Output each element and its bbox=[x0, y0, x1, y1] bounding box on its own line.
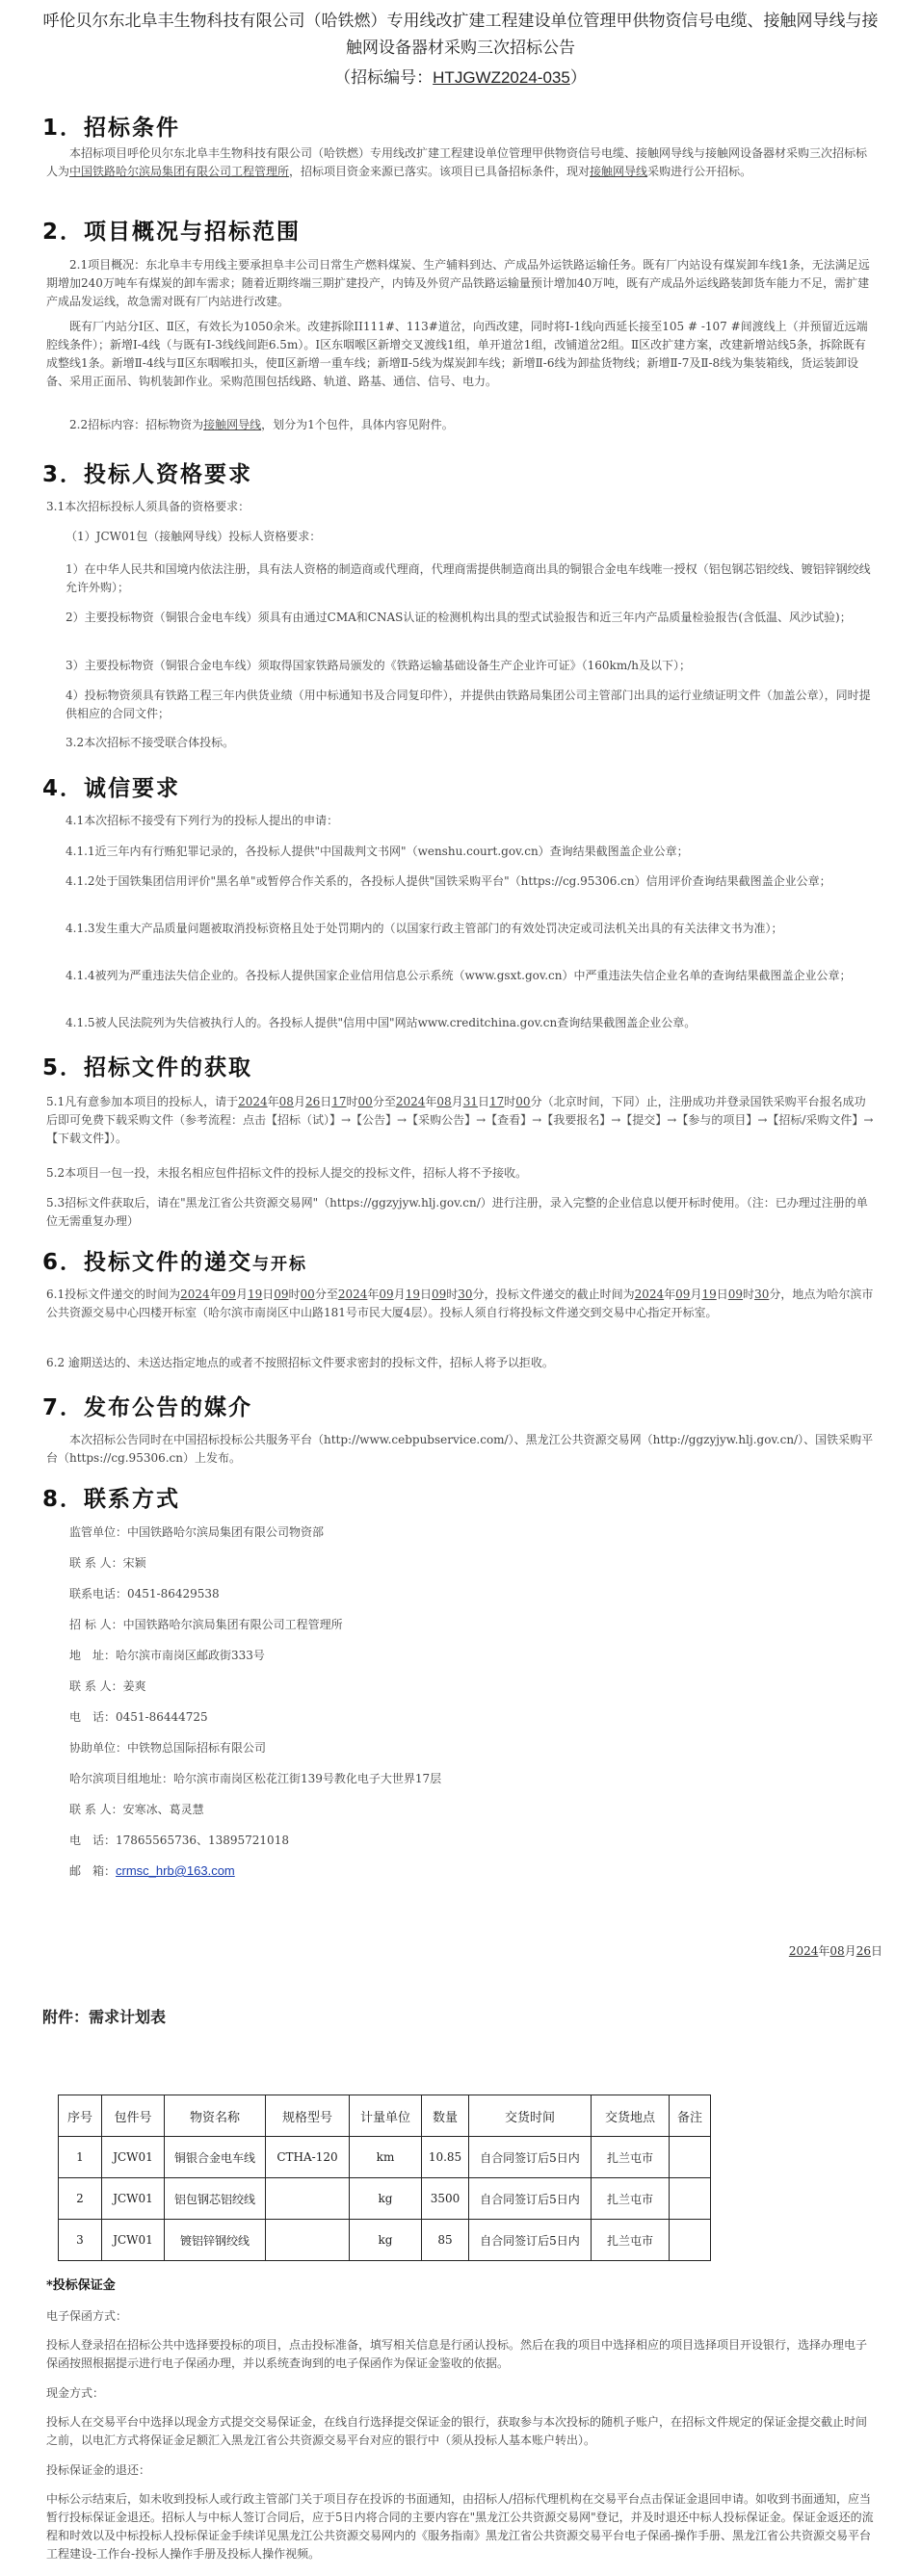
deposit-r-text: 中标公示结束后，如未收到投标人或行政主管部门关于项目存在投诉的书面通知，由招标人/招标代理机构在交易平台点击保证金退回申请。如收到书面通知，应当暂行投标保证金退还。招标人与中标人签订合同后，应于5日内将合同的主要内容在"黑龙江公共资源交易网"登记，并及时退还中标人投标保证金。保证金返还的流程和时效以及中标投标人投标保证金手续详见黑龙江公共资源交易网内的《服务指南》黑龙江省公共资源交易平台电子保函-操作手册、黑龙江省公共资源交易平台工程建设-工作台-投标人操作手册及投标人操作视频。 bbox=[46, 2492, 874, 2561]
requirement-table bbox=[58, 2095, 711, 2261]
table-row bbox=[59, 2220, 711, 2261]
contact-assist-person: 联 系 人：安寒冰、葛灵慧 bbox=[69, 1803, 204, 1816]
col-header: 交货地点 bbox=[592, 2095, 670, 2137]
section-1-text-b: ，招标项目资金来源已落实。该项目已具备招标条件，现对 bbox=[289, 165, 591, 178]
acq-start-day: 26 bbox=[304, 1095, 321, 1108]
table-cell: CTHA-120 bbox=[266, 2137, 350, 2178]
integrity-item-2: 4.1.2处于国铁集团信用评价"黑名单"或暂停合作关系的，各投标人提供"国铁采购平台"（https://cg.95306.cn）信用评价查询结果截图盖企业公章； bbox=[66, 874, 831, 888]
col-header: 序号 bbox=[59, 2095, 102, 2137]
table-cell: 自合同签订后5日内 bbox=[469, 2178, 592, 2220]
deposit-c-text: 投标人在交易平台中选择以现金方式提交交易保证金，在线自行选择提交保证金的银行，获取参与本次投标的随机子账户，在招标文件规定的保证金提交截止时间之前，以电汇方式将保证金足额汇入黑龙江省公共资源交易平台对应的银行中（须从投标人基本账户转出）。 bbox=[46, 2415, 868, 2447]
integrity-item-3: 4.1.3发生重大产品质量问题被取消投标资格且处于处罚期内的（以国家行政主管部门的有效处罚决定或司法机关出具的有关法律文书为准）； bbox=[66, 922, 783, 935]
bid-number-line bbox=[0, 64, 921, 88]
section-1-text-c: 采购进行公开招标。 bbox=[647, 165, 752, 178]
table-cell: km bbox=[350, 2137, 422, 2178]
section-2-content-b: ，划分为1个包件，具体内容见附件。 bbox=[261, 418, 454, 431]
integrity-item-1: 4.1.1近三年内有行贿犯罪记录的，各投标人提供"中国裁判文书网"（wenshu.court.gov.cn）查询结果截图盖企业公章； bbox=[66, 845, 689, 858]
table-cell bbox=[266, 2220, 350, 2261]
deadline-year: 2024 bbox=[634, 1288, 665, 1301]
page-title: 呼伦贝尔东北阜丰生物科技有限公司（哈铁燃）专用线改扩建工程建设单位管理甲供物资信号电缆、接触网导线与接触网设备器材采购三次招标公告 bbox=[42, 12, 879, 58]
col-header: 交货时间 bbox=[469, 2095, 592, 2137]
acq-end-month: 08 bbox=[436, 1095, 452, 1108]
sub-start-year: 2024 bbox=[180, 1288, 210, 1301]
col-header: 物资名称 bbox=[165, 2095, 266, 2137]
deposit-e-title: 电子保函方式： bbox=[46, 2309, 128, 2323]
table-cell: 85 bbox=[422, 2220, 469, 2261]
section-1-text bbox=[46, 144, 875, 181]
section-7-heading: 7．发布公告的媒介 bbox=[42, 1395, 253, 1420]
table-row bbox=[59, 2178, 711, 2220]
submission-time: 6.1投标文件递交的时间为2024年09月19日09时00分至2024年09月19日09时30分，投标文件递交的截止时间为2024年09月19日09时30分，地点为哈尔滨市公共资源交易中心四楼开标室（哈尔滨市南岗区中山路181号市民大厦4层）。投标人须自行将投标文件递交到交易中心指定开标室。 bbox=[46, 1288, 874, 1319]
table-cell: 2 bbox=[59, 2178, 102, 2220]
sub-text-a: 6.1投标文件递交的时间为 bbox=[46, 1288, 181, 1301]
contact-tenderer-person: 联 系 人：姜爽 bbox=[69, 1679, 146, 1693]
qual-item-2: 2）主要投标物资（铜银合金电车线）须具有由通过CMA和CNAS认证的检测机构出具的型式试验报告和近三年内产品质量检验报告(含低温、风沙试验)； bbox=[66, 611, 852, 624]
bid-number-prefix: （招标编号： bbox=[334, 68, 434, 88]
tenderer-name: 中国铁路哈尔滨局集团有限公司工程管理所 bbox=[69, 165, 290, 178]
table-cell: kg bbox=[350, 2220, 422, 2261]
table-cell bbox=[266, 2178, 350, 2220]
sub-end-day: 19 bbox=[405, 1288, 420, 1301]
table-cell: 铝包钢芯铝绞线 bbox=[165, 2178, 266, 2220]
table-cell: 扎兰屯市 bbox=[592, 2137, 670, 2178]
qual-no-consortium: 3.2本次招标不接受联合体投标。 bbox=[66, 736, 235, 749]
media-text: 本次招标公告同时在中国招标投标公共服务平台（http://www.cebpubservice.com/）、黑龙江公共资源交易网（http://ggzyjyw.hlj.gov.cn/）、国铁采购平台（https://cg.95306.cn）上发布。 bbox=[46, 1433, 874, 1465]
table-row bbox=[59, 2137, 711, 2178]
acq-text-b: （北京时间，下同）止，注册成功并登录国铁采购平台报名成功后即可免费下载采购文件（参考流程：点击【招标（试）】→【公告】→【采购公告】→【查看】→【我要报名】→【提交】→【参与的项目】→【招标/采购文件】→【下载文件】）。 bbox=[46, 1095, 874, 1145]
submission-rejection: 6.2 逾期送达的、未送达指定地点的或者不按照招标文件要求密封的投标文件，招标人将予以拒收。 bbox=[46, 1356, 554, 1369]
qual-item-4: 4）投标物资须具有铁路工程三年内供货业绩（用中标通知书及合同复印件），并提供由铁路局集团公司主管部门出具的运行业绩证明文件（加盖公章），同时提供相应的合同文件； bbox=[66, 689, 871, 720]
bid-number: HTJGWZ2024-035 bbox=[433, 68, 570, 87]
col-header: 计量单位 bbox=[350, 2095, 422, 2137]
acq-end-minute: 00 bbox=[515, 1095, 531, 1108]
section-2-item: 接触网导线 bbox=[203, 418, 262, 431]
section-2-detail: 既有厂内站分Ⅰ区、Ⅱ区，有效长为1050余米。改建拆除II111#、113#道岔，向西改建，同时将Ⅰ-1线向西延长接至105 # -107 #间渡线上（并预留近远端腔线条件）；新增Ⅰ-4线（与既有Ⅰ-3线线间距6.5m）。Ⅰ区东咽喉区新增交叉渡线1组，单开道岔1组，改铺道岔2组。Ⅱ区改扩建方案，改建新增站线5条，拆除既有成整线1条。新增Ⅱ-4线与Ⅱ区东咽喉扣头，使Ⅱ区新增一重车线；新增Ⅱ-5线为煤炭卸车线；新增Ⅱ-6线为卸盐货物线；新增Ⅱ-7及Ⅱ-8线为集装箱线，货运装卸设备、采用正面吊、钩机装卸作业。采购范围包括线路、轨道、路基、通信、信号、电力。 bbox=[46, 320, 868, 388]
contact-supervisor: 监管单位：中国铁路哈尔滨局集团有限公司物资部 bbox=[69, 1525, 325, 1539]
acq-end-day: 31 bbox=[462, 1095, 478, 1108]
qual-item-1: 1）在中华人民共和国境内依法注册，具有法人资格的制造商或代理商，代理商需提供制造商出具的铜银合金电车线唯一授权（铝包钢芯铝绞线、镀铝锌钢绞线允许外购）； bbox=[66, 562, 871, 594]
table-cell: 铜银合金电车线 bbox=[165, 2137, 266, 2178]
table-cell: 1 bbox=[59, 2137, 102, 2178]
col-header: 数量 bbox=[422, 2095, 469, 2137]
table-cell: kg bbox=[350, 2178, 422, 2220]
qual-intro: 3.1本次招标投标人须具备的资格要求： bbox=[46, 500, 250, 513]
table-cell: 10.85 bbox=[422, 2137, 469, 2178]
col-header: 规格型号 bbox=[266, 2095, 350, 2137]
sub-end-year: 2024 bbox=[337, 1288, 368, 1301]
qual-package: （1）JCW01包（接触网导线）投标人资格要求： bbox=[66, 530, 322, 543]
section-5-heading: 5．招标文件的获取 bbox=[42, 1055, 253, 1080]
bid-number-suffix: ） bbox=[569, 68, 587, 88]
email-link[interactable]: crmsc_hrb@163.com bbox=[116, 1863, 235, 1878]
contact-assist-phone: 电 话：17865565736、13895721018 bbox=[69, 1834, 289, 1847]
acq-end-hour: 17 bbox=[489, 1095, 505, 1108]
section-6-heading-b: 与开标 bbox=[252, 1255, 308, 1274]
contact-supervisor-phone: 联系电话：0451-86429538 bbox=[69, 1587, 220, 1600]
col-header: 备注 bbox=[670, 2095, 711, 2137]
deposit-e-text: 投标人登录招在招标公共中选择要投标的项目，点击投标准备，填写相关信息是行函认投标。然后在我的项目中选择相应的项目选择项目开设银行，选择办理电子保函按照根据提示进行电子保函办理，并以系统查询到的电子保函作为保证金鉴收的依据。 bbox=[46, 2338, 868, 2370]
table-cell bbox=[670, 2137, 711, 2178]
contact-tenderer: 招 标 人：中国铁路哈尔滨局集团有限公司工程管理所 bbox=[69, 1618, 343, 1631]
table-cell: 自合同签订后5日内 bbox=[469, 2220, 592, 2261]
acq-end-year: 2024 bbox=[395, 1095, 426, 1108]
table-cell: JCW01 bbox=[102, 2220, 165, 2261]
annex-title: 附件：需求计划表 bbox=[42, 2008, 167, 2026]
item-name: 接触网导线 bbox=[590, 165, 648, 178]
table-header-row bbox=[59, 2095, 711, 2137]
table-cell: 扎兰屯市 bbox=[592, 2178, 670, 2220]
sub-start-month: 09 bbox=[221, 1288, 236, 1301]
sub-start-day: 19 bbox=[247, 1288, 263, 1301]
deadline-hour: 09 bbox=[727, 1288, 744, 1301]
integrity-item-4: 4.1.4被列为严重违法失信企业的。各投标人提供国家企业信用信息公示系统（www.gsxt.gov.cn）中严重违法失信企业名单的查询结果截图盖企业公章； bbox=[66, 969, 852, 982]
integrity-intro: 4.1本次招标不接受有下列行为的投标人提出的申请： bbox=[66, 814, 339, 827]
email-label: 邮 箱： bbox=[69, 1864, 117, 1878]
table-cell: JCW01 bbox=[102, 2178, 165, 2220]
announcement-date: 2024年08月26日 bbox=[788, 1944, 882, 1958]
date-day: 26 bbox=[855, 1944, 871, 1958]
section-6-heading-a: 6．投标文件的递交 bbox=[42, 1250, 253, 1275]
contact-assist-address: 哈尔滨项目组地址：哈尔滨市南岗区松花江街139号教化电子大世界17层 bbox=[69, 1772, 442, 1785]
contact-assist-unit: 协助单位：中铁物总国际招标有限公司 bbox=[69, 1741, 267, 1755]
date-year: 2024 bbox=[788, 1944, 819, 1958]
sub-end-minute: 30 bbox=[458, 1288, 473, 1301]
section-3-heading: 3．投标人资格要求 bbox=[42, 462, 253, 487]
section-2-content-a: 2.2招标内容：招标物资为 bbox=[69, 418, 204, 431]
deadline-day: 19 bbox=[701, 1288, 717, 1301]
deposit-r-title: 投标保证金的退还： bbox=[46, 2463, 151, 2477]
section-4-heading: 4．诚信要求 bbox=[42, 776, 181, 801]
sub-start-minute: 00 bbox=[300, 1288, 315, 1301]
table-cell: 扎兰屯市 bbox=[592, 2220, 670, 2261]
table-cell: 自合同签订后5日内 bbox=[469, 2137, 592, 2178]
deposit-title: *投标保证金 bbox=[46, 2278, 116, 2293]
acq-start-year: 2024 bbox=[238, 1095, 268, 1108]
acq-start-minute: 00 bbox=[357, 1095, 373, 1108]
contact-tenderer-address: 地 址：哈尔滨市南岗区邮政街333号 bbox=[69, 1649, 265, 1662]
date-month: 08 bbox=[829, 1944, 845, 1958]
section-2-content bbox=[46, 416, 875, 434]
deadline-minute: 30 bbox=[754, 1288, 770, 1301]
doc-registration: 5.3招标文件获取后，请在"黑龙江省公共资源交易网"（https://ggzyjyw.hlj.gov.cn/）进行注册，录入完整的企业信息以便开标时使用。（注：已办理过注册的单位无需重复办理） bbox=[46, 1196, 868, 1228]
doc-acquisition-time: 5.1凡有意参加本项目的投标人，请于2024年08月26日17时00分至2024年08月31日17时00分（北京时间，下同）止，注册成功并登录国铁采购平台报名成功后即可免费下载采购文件（参考流程：点击【招标（试）】→【公告】→【采购公告】→【查看】→【我要报名】→【提交】→【参与的项目】→【招标/采购文件】→【下载文件】）。 bbox=[46, 1095, 874, 1145]
section-8-heading: 8．联系方式 bbox=[42, 1487, 181, 1512]
sub-text-c: ，地点为哈尔滨市公共资源交易中心四楼开标室（哈尔滨市南岗区中山路181号市民大厦4层）。投标人须自行将投标文件递交到交易中心指定开标室。 bbox=[46, 1288, 874, 1319]
contact-supervisor-person: 联 系 人：宋颖 bbox=[69, 1556, 146, 1570]
sub-end-month: 09 bbox=[379, 1288, 394, 1301]
table-cell bbox=[670, 2220, 711, 2261]
doc-one-package: 5.2本项目一包一投，未报名相应包件招标文件的投标人提交的投标文件，招标人将不予接收。 bbox=[46, 1166, 528, 1180]
table-cell: 镀铝锌钢绞线 bbox=[165, 2220, 266, 2261]
section-1-heading: 1．招标条件 bbox=[42, 116, 181, 141]
acq-start-month: 08 bbox=[278, 1095, 294, 1108]
table-cell: JCW01 bbox=[102, 2137, 165, 2178]
acq-text-a: 5.1凡有意参加本项目的投标人，请于 bbox=[46, 1095, 239, 1108]
sub-text-b: ，投标文件递交的截止时间为 bbox=[484, 1288, 635, 1301]
deadline-month: 09 bbox=[675, 1288, 691, 1301]
qual-item-3: 3）主要投标物资（铜银合金电车线）须取得国家铁路局颁发的《铁路运输基础设备生产企业许可证》（160km/h及以下）； bbox=[66, 659, 691, 672]
section-2-overview: 2.1项目概况：东北阜丰专用线主要承担阜丰公司日常生产燃料煤炭、生产辅料到达、产成品外运铁路运输任务。既有厂内站设有煤炭卸车线1条，无法满足远期增加240万吨车有煤炭的卸车需求；随着近期终端三期扩建投产，内铸及外贸产品铁路运输量预计增加40万吨，既有产成品外运线路装卸货车能力不足，需扩建产成品发运线，故急需对既有厂内站进行改建。 bbox=[46, 258, 870, 308]
contact-tenderer-phone: 电 话：0451-86444725 bbox=[69, 1710, 208, 1724]
deposit-c-title: 现金方式： bbox=[46, 2386, 105, 2400]
sub-end-hour: 09 bbox=[432, 1288, 447, 1301]
contact-email-row bbox=[69, 1862, 235, 1879]
table-cell bbox=[670, 2178, 711, 2220]
sub-start-hour: 09 bbox=[274, 1288, 289, 1301]
section-2-heading: 2．项目概况与招标范围 bbox=[42, 220, 302, 245]
table-cell: 3 bbox=[59, 2220, 102, 2261]
acq-start-hour: 17 bbox=[331, 1095, 347, 1108]
section-1-text-a: 本招标项目呼伦贝尔东北阜丰生物科技有限公司（哈铁燃）专用线改扩建工程建设单位管理甲供物资信号电缆、接触网导线与接触网设备器材采购三次招标标人为 bbox=[46, 146, 868, 178]
integrity-item-5: 4.1.5被人民法院列为失信被执行人的。各投标人提供"信用中国"网站www.creditchina.gov.cn查询结果截图盖企业公章。 bbox=[66, 1016, 697, 1029]
col-header: 包件号 bbox=[102, 2095, 165, 2137]
section-6-heading bbox=[42, 1244, 307, 1276]
table-cell: 3500 bbox=[422, 2178, 469, 2220]
